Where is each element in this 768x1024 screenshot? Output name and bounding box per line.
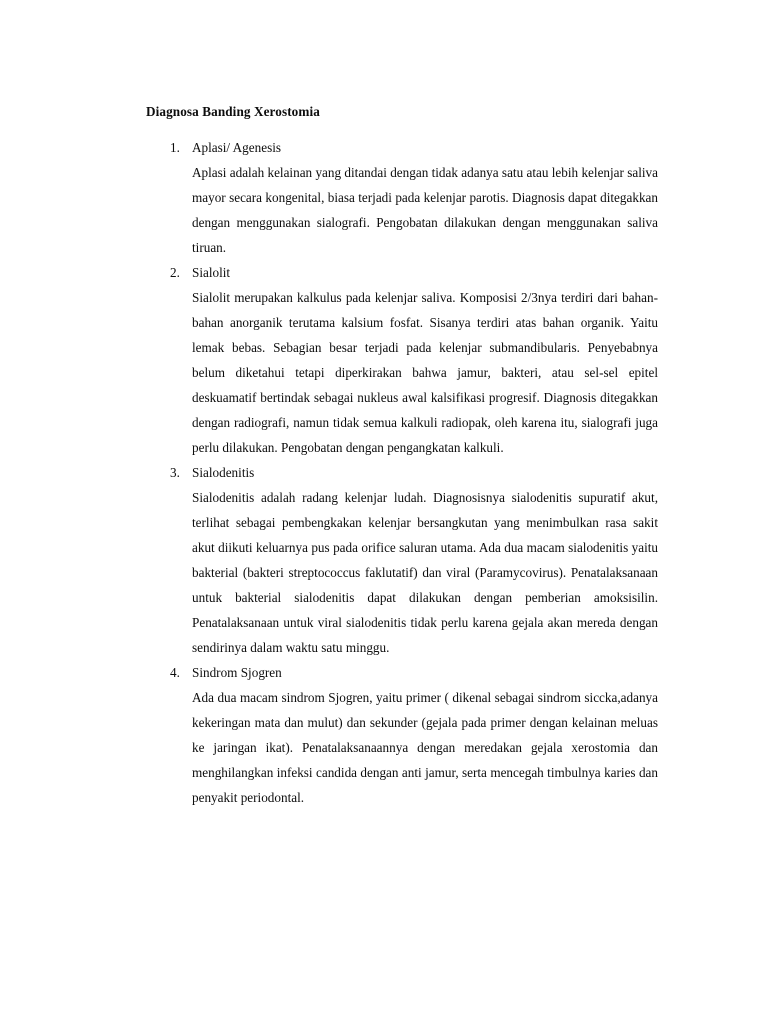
diagnosis-list bbox=[146, 135, 658, 810]
list-item-heading: Aplasi/ Agenesis bbox=[192, 140, 282, 155]
list-item-body: Aplasi adalah kelainan yang ditandai dengan tidak adanya satu atau lebih kelenjar saliva mayor secara kongenital, biasa terjadi pada kelenjar parotis. Diagnosis dapat ditegakkan dengan menggunakan sialografi. Pengobatan dilakukan dengan menggunakan saliva tiruan. bbox=[192, 165, 658, 255]
list-item-number: 1. bbox=[170, 140, 180, 155]
list-item-body: Sialodenitis adalah radang kelenjar ludah. Diagnosisnya sialodenitis supuratif akut, terlihat sebagai pembengkakan kelenjar bersangkutan yang menimbulkan rasa sakit akut diikuti keluarnya pus pada orifice saluran utama. Ada dua macam sialodenitis yaitu bakterial (bakteri streptococcus faklutatif) dan viral (Paramycovirus). Penatalaksanaan untuk bakterial sialodenitis dapat dilakukan dengan pemberian amoksisilin. Penatalaksanaan untuk viral sialodenitis tidak perlu karena gejala akan mereda dengan sendirinya dalam waktu satu minggu. bbox=[192, 490, 658, 655]
list-item bbox=[146, 135, 658, 260]
document-content bbox=[146, 99, 658, 810]
list-item-heading: Sialolit bbox=[192, 265, 231, 280]
list-item-body: Sialolit merupakan kalkulus pada kelenjar saliva. Komposisi 2/3nya terdiri dari bahan-bahan anorganik terutama kalsium fosfat. Sisanya terdiri atas bahan organik. Yaitu lemak bebas. Sebagian besar terjadi pada kelenjar submandibularis. Penyebabnya belum diketahui tetapi diperkirakan bahwa jamur, bakteri, atau sel-sel epitel deskuamatif bertindak sebagai nukleus awal kalsifikasi progresif. Diagnosis ditegakkan dengan radiografi, namun tidak semua kalkuli radiopak, oleh karena itu, sialografi juga perlu dilakukan. Pengobatan dengan pengangkatan kalkuli. bbox=[192, 290, 658, 455]
list-item-number: 2. bbox=[170, 265, 180, 280]
page-title: Diagnosa Banding Xerostomia bbox=[146, 104, 320, 119]
list-item bbox=[146, 660, 658, 810]
list-item-heading: Sialodenitis bbox=[192, 465, 255, 480]
list-item-body: Ada dua macam sindrom Sjogren, yaitu primer ( dikenal sebagai sindrom siccka,adanya kekeringan mata dan mulut) dan sekunder (gejala pada primer dengan kelainan meluas ke jaringan ikat). Penatalaksanaannya dengan meredakan gejala xerostomia dan menghilangkan infeksi candida dengan anti jamur, serta mencegah timbulnya karies dan penyakit periodontal. bbox=[192, 690, 658, 805]
list-item-number: 3. bbox=[170, 465, 180, 480]
list-item bbox=[146, 460, 658, 660]
list-item-number: 4. bbox=[170, 665, 180, 680]
list-item bbox=[146, 260, 658, 460]
list-item-heading: Sindrom Sjogren bbox=[192, 665, 282, 680]
